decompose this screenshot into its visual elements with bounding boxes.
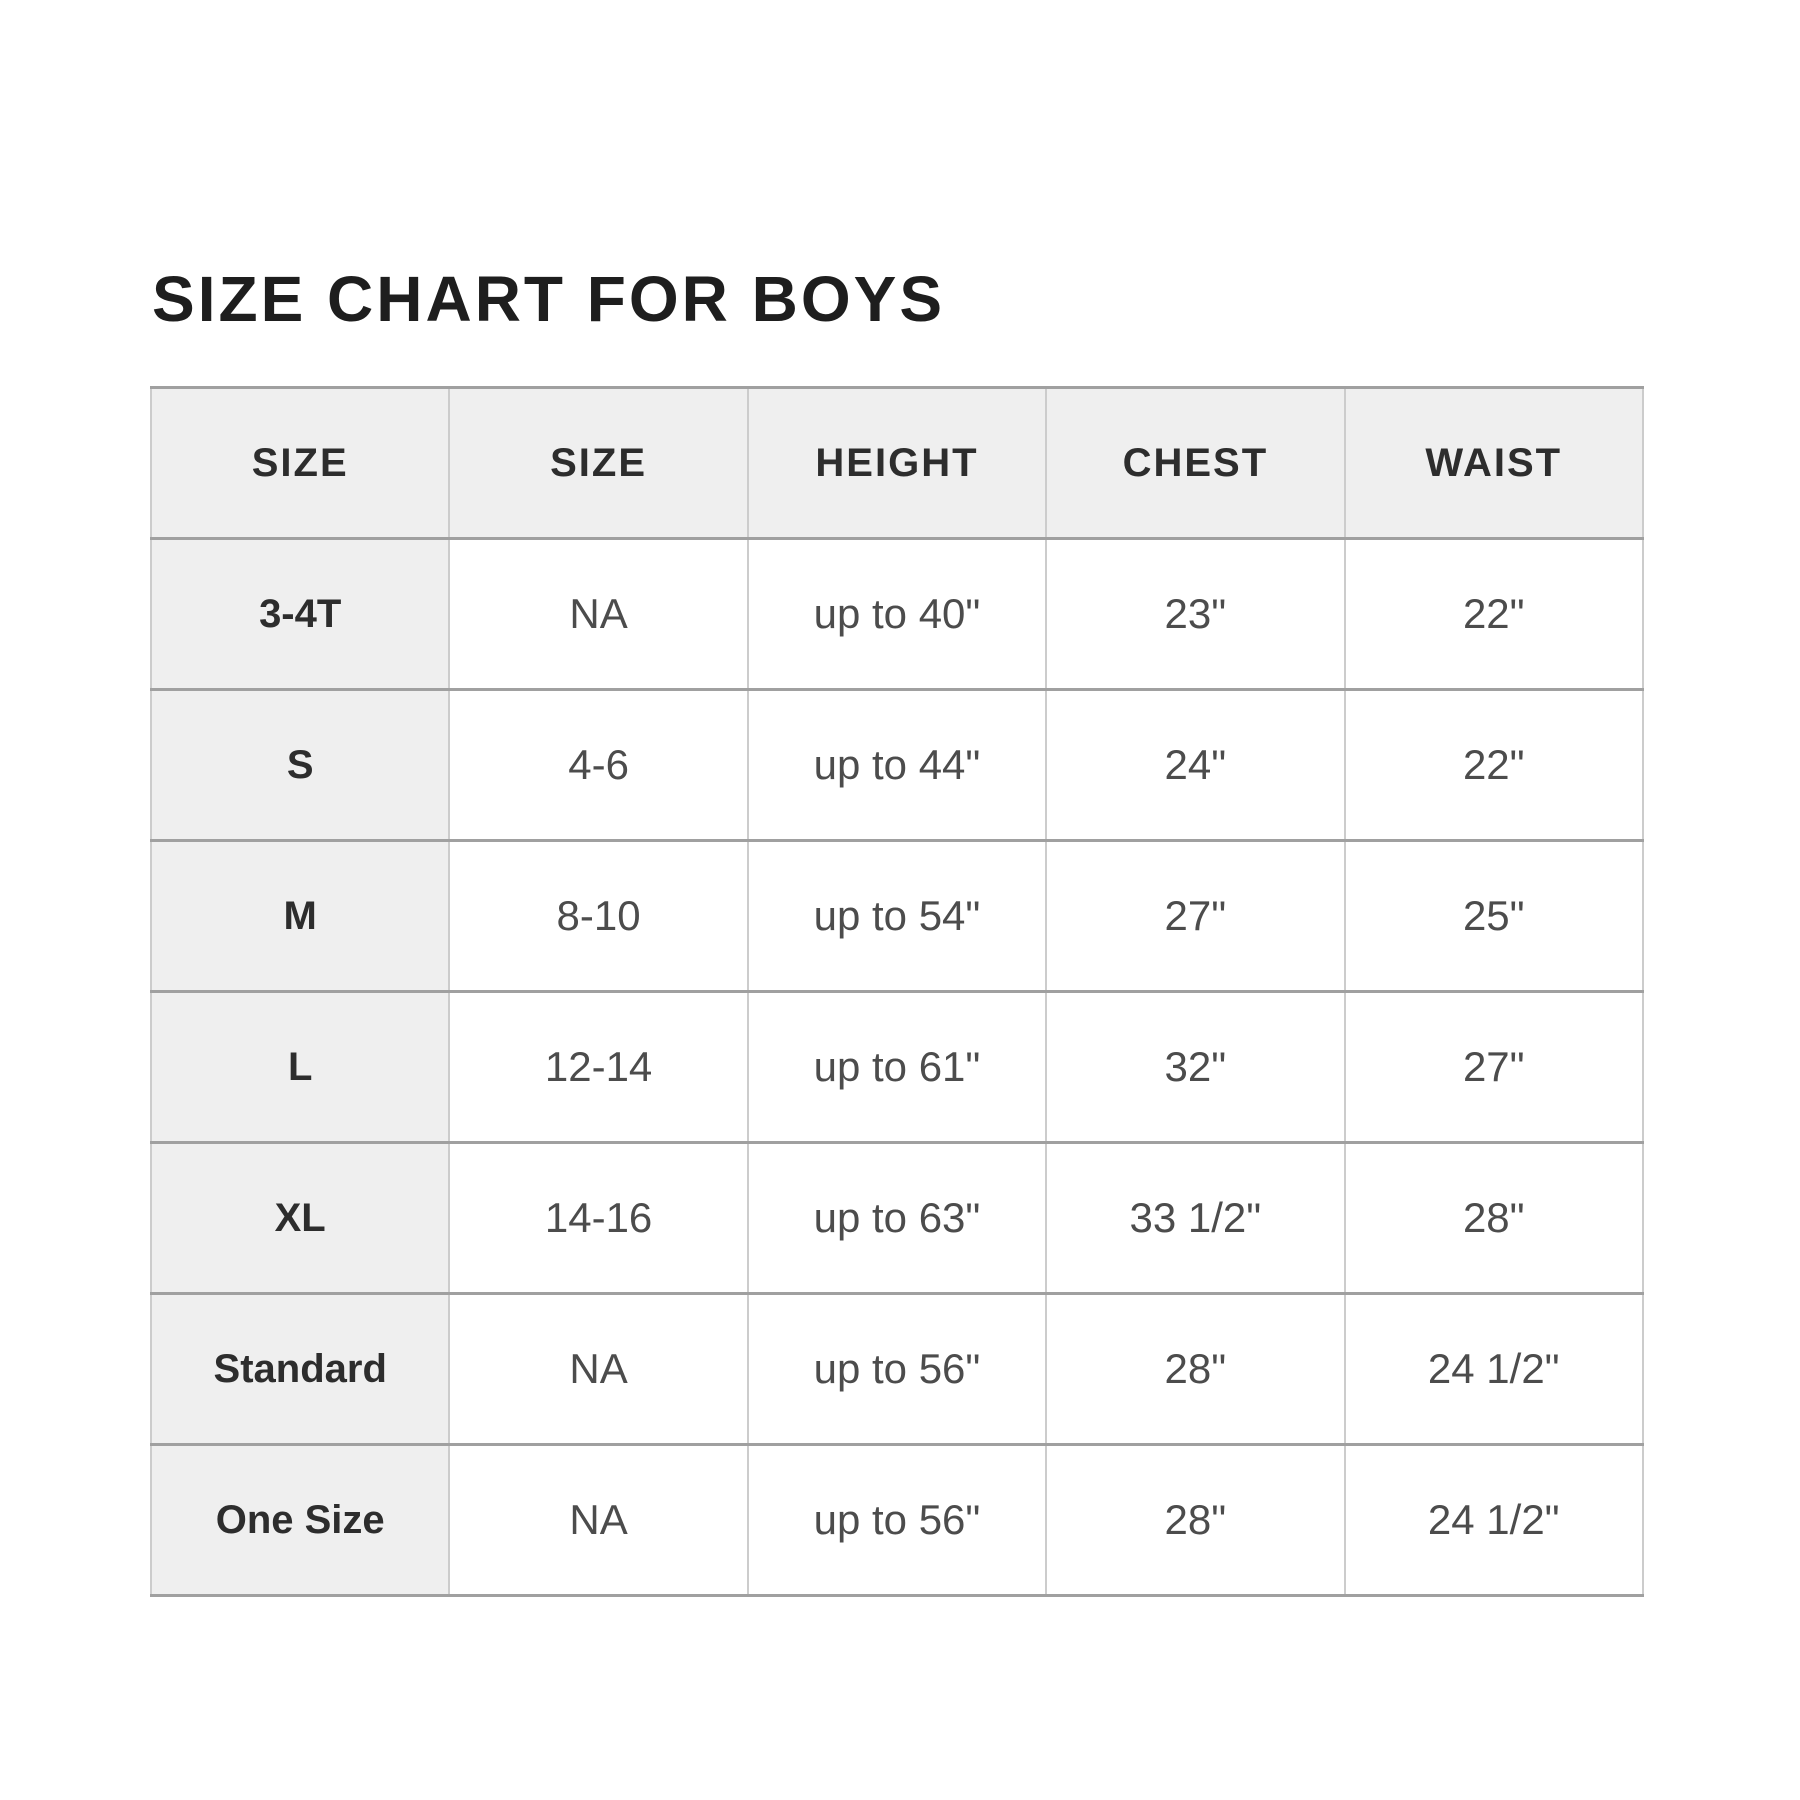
data-cell: 24" — [1046, 690, 1344, 841]
data-cell: 22" — [1345, 539, 1643, 690]
data-cell: 14-16 — [449, 1143, 747, 1294]
size-chart-table — [150, 386, 1644, 1597]
data-cell: 12-14 — [449, 992, 747, 1143]
data-cell: 24 1/2" — [1345, 1294, 1643, 1445]
data-cell: 24 1/2" — [1345, 1445, 1643, 1596]
table-row — [151, 1143, 1643, 1294]
data-cell: NA — [449, 539, 747, 690]
row-label-cell: Standard — [151, 1294, 449, 1445]
data-cell: 28" — [1046, 1294, 1344, 1445]
row-label-cell: XL — [151, 1143, 449, 1294]
data-cell: 22" — [1345, 690, 1643, 841]
row-label-cell: S — [151, 690, 449, 841]
table-row — [151, 690, 1643, 841]
header-cell-chest: CHEST — [1046, 388, 1344, 539]
row-label-cell: One Size — [151, 1445, 449, 1596]
table-header-row — [151, 388, 1643, 539]
table-row — [151, 1445, 1643, 1596]
data-cell: 25" — [1345, 841, 1643, 992]
row-label-cell: M — [151, 841, 449, 992]
data-cell: up to 56" — [748, 1294, 1046, 1445]
header-cell-waist: WAIST — [1345, 388, 1643, 539]
data-cell: 4-6 — [449, 690, 747, 841]
data-cell: 23" — [1046, 539, 1344, 690]
page-title: SIZE CHART FOR BOYS — [152, 263, 946, 335]
data-cell: 33 1/2" — [1046, 1143, 1344, 1294]
data-cell: 32" — [1046, 992, 1344, 1143]
data-cell: up to 56" — [748, 1445, 1046, 1596]
data-cell: up to 54" — [748, 841, 1046, 992]
data-cell: 27" — [1046, 841, 1344, 992]
data-cell: 28" — [1345, 1143, 1643, 1294]
row-label-cell: L — [151, 992, 449, 1143]
data-cell: 28" — [1046, 1445, 1344, 1596]
data-cell: up to 44" — [748, 690, 1046, 841]
table-row — [151, 1294, 1643, 1445]
data-cell: 27" — [1345, 992, 1643, 1143]
table-row — [151, 841, 1643, 992]
data-cell: up to 61" — [748, 992, 1046, 1143]
header-cell-height: HEIGHT — [748, 388, 1046, 539]
header-cell-size: SIZE — [151, 388, 449, 539]
header-cell-size-range: SIZE — [449, 388, 747, 539]
data-cell: up to 63" — [748, 1143, 1046, 1294]
table-row — [151, 992, 1643, 1143]
data-cell: up to 40" — [748, 539, 1046, 690]
table-row — [151, 539, 1643, 690]
data-cell: NA — [449, 1445, 747, 1596]
data-cell: NA — [449, 1294, 747, 1445]
data-cell: 8-10 — [449, 841, 747, 992]
row-label-cell: 3-4T — [151, 539, 449, 690]
